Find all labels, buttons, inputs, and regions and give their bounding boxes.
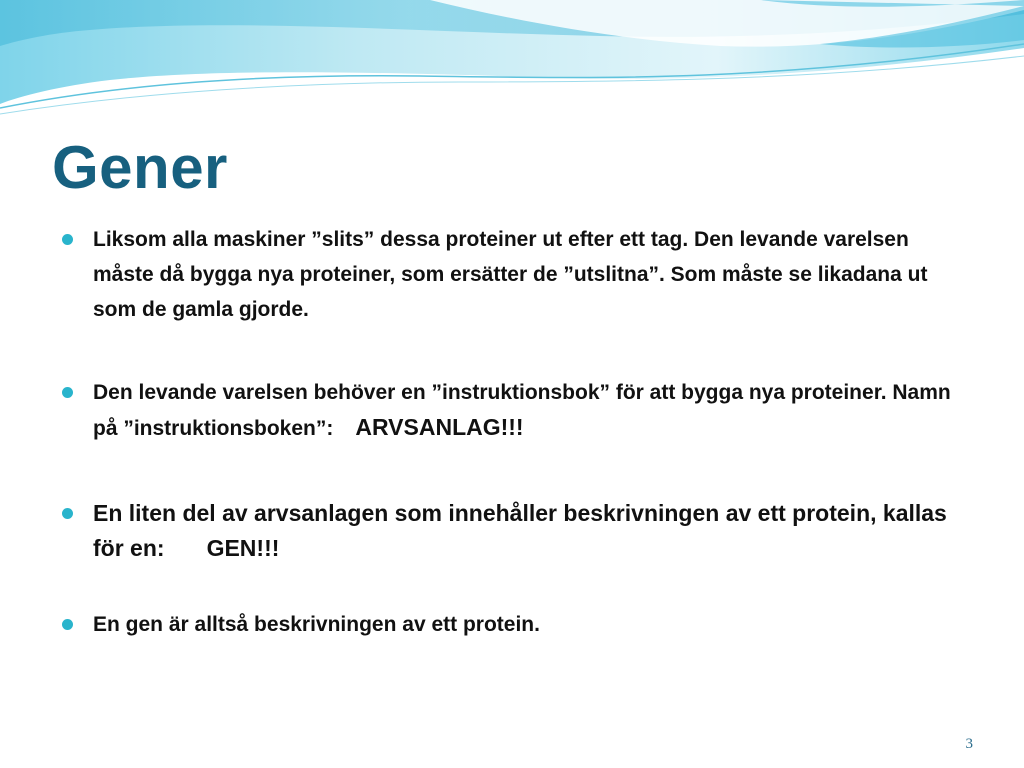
bullet-item [62, 607, 962, 642]
bullet-text: Den levande varelsen behöver en ”instruktionsbok” för att bygga nya proteiner. Namn på ”instruktionsboken”: [93, 381, 951, 440]
bullet-text: En liten del av arvsanlagen som innehåller beskrivningen av ett protein, kallas för en: [93, 500, 947, 561]
bullet-dot-icon [62, 508, 73, 519]
bullet-dot-icon [62, 234, 73, 245]
bullet-item [62, 496, 962, 566]
bullet-dot-icon [62, 619, 73, 630]
bullet-text: Liksom alla maskiner ”slits” dessa proteiner ut efter ett tag. Den levande varelsen måste då bygga nya proteiner, som ersätter de ”utslitna”. Som måste se likadana ut som de gamla gjorde. [93, 228, 928, 321]
bullet-highlight: ARVSANLAG!!! [355, 414, 524, 440]
bullet-item [62, 375, 962, 446]
header-wave-decoration [0, 0, 1024, 130]
slide-title: Gener [52, 134, 228, 201]
bullet-item [62, 222, 962, 327]
bullet-text: En gen är alltså beskrivningen av ett protein. [93, 613, 540, 636]
page-number: 3 [965, 736, 973, 752]
bullet-list [62, 222, 962, 642]
bullet-highlight: GEN!!! [206, 535, 280, 561]
bullet-dot-icon [62, 387, 73, 398]
